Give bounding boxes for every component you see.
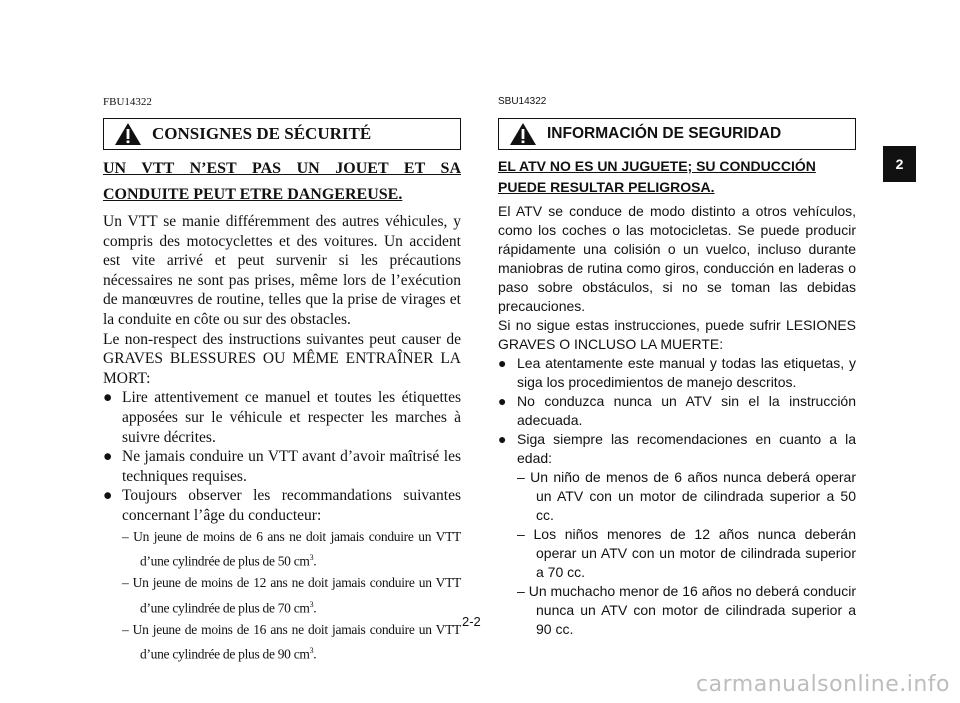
warning-paragraph: Le non-respect des instructions suivantes peut causer de GRAVES BLESSURES OU MÊME ENTRAÎNER LA MORT: bbox=[103, 330, 461, 387]
age-rule-item: – Un jeune de moins de 6 ans ne doit jamais conduire un VTT d’une cylindrée de plus de 50 $cm^3$. bbox=[122, 528, 461, 569]
bullet-icon: ● bbox=[103, 487, 113, 505]
bullet-icon: ● bbox=[498, 431, 507, 447]
intro-paragraph: El ATV se conduce de modo distinto a otros vehículos, como los coches o las motocicletas. Se puede producir rápidamente una colisión o un vuelco, incluso durante maniobras de rutina como giros, conducción en laderas o paso sobre obstáculos, si no se toman las debidas precauciones. bbox=[498, 203, 856, 314]
list-item: ● Siga siempre las recomendaciones en cuanto a la edad: bbox=[498, 431, 856, 466]
page-number: 2-2 bbox=[462, 614, 481, 629]
chapter-tab: 2 bbox=[883, 146, 916, 182]
bullet-icon: ● bbox=[103, 448, 113, 466]
age-rule-item: – Un niño de menos de 6 años nunca deberá operar un ATV con un motor de cilindrada superior a 50 cc. bbox=[517, 469, 856, 523]
age-rule-item: – Los niños menores de 12 años nunca deberán operar un ATV con un motor de cilindrada superior a 70 cc. bbox=[517, 526, 856, 580]
list-item: ● No conduzca nunca un ATV sin el la instrucción adecuada. bbox=[498, 393, 856, 428]
warning-triangle-icon bbox=[505, 122, 541, 146]
intro-paragraph: Un VTT se manie différemment des autres véhicules, y compris des motocyclettes et des voitures. Un accident est vite arrivé et peut survenir si les précautions nécessaires ne sont pas prises, même lors de l’exécution de manœuvres de routine, telles que la prise de virages et la conduite en côte ou sur des obstacles. bbox=[103, 213, 461, 328]
warning-paragraph: Si no sigue estas instrucciones, puede sufrir LESIONES GRAVES O INCLUSO LA MUERTE: bbox=[498, 317, 856, 352]
french-column bbox=[103, 96, 461, 665]
list-item: ● Lea atentamente este manual y todas las etiquetas, y siga los procedimientos de manejo descritos. bbox=[498, 355, 856, 390]
list-item: ● Lire attentivement ce manuel et toutes les étiquettes apposées sur le véhicule et respecter les marches à suivre décrites. bbox=[103, 389, 461, 446]
age-rule-item: – Un jeune de moins de 16 ans ne doit jamais conduire un VTT d’une cylindrée de plus de 90 $cm^3$. bbox=[122, 621, 461, 662]
safety-heading-title: INFORMACIÓN DE SEGURIDAD bbox=[547, 125, 782, 142]
warning-triangle-icon bbox=[110, 122, 146, 146]
spanish-column bbox=[498, 96, 856, 639]
watermark: carmanualsonline.info bbox=[696, 672, 950, 697]
warning-headline-line-2: CONDUITE PEUT ETRE DANGEREUSE. bbox=[103, 186, 403, 203]
list-item: ● Toujours observer les recommandations suivantes concernant l’âge du conducteur: – Un jeune de moins de 6 ans ne doit jamais conduire un VTT d’une cylindrée de plus de 50 $cm^3$. – Un jeune de moins de 12 ans ne doit jamais conduire un VTT d’une cylindrée de plus de 70 $cm^3$. – Un jeune de moins de 16 ans ne doit jamais conduire un VTT d’une cylindrée de plus de 90 $cm^3$. bbox=[103, 486, 461, 665]
safety-heading-box bbox=[103, 118, 461, 150]
instruction-list bbox=[498, 354, 856, 468]
bullet-icon: ● bbox=[498, 393, 507, 409]
safety-heading-title: CONSIGNES DE SÉCURITÉ bbox=[152, 124, 372, 143]
age-rule-list bbox=[122, 526, 461, 666]
age-rule-item: – Un jeune de moins de 12 ans ne doit jamais conduire un VTT d’une cylindrée de plus de 70 $cm^3$. bbox=[122, 575, 461, 615]
age-rule-item: – Un muchacho menor de 16 años no deberá conducir nunca un ATV con motor de cilindrada superior a 90 cc. bbox=[517, 583, 856, 637]
bullet-icon: ● bbox=[103, 389, 113, 407]
age-rule-list bbox=[498, 468, 856, 639]
bullet-icon: ● bbox=[498, 355, 507, 371]
warning-headline bbox=[103, 156, 461, 208]
safety-heading-box bbox=[498, 118, 856, 150]
section-code: SBU14322 bbox=[498, 96, 547, 107]
warning-headline: EL ATV NO ES UN JUGUETE; SU CONDUCCIÓN PUEDE RESULTAR PELIGROSA. bbox=[498, 158, 816, 195]
instruction-list bbox=[103, 388, 461, 665]
section-code: FBU14322 bbox=[103, 96, 152, 108]
list-item: ● Ne jamais conduire un VTT avant d’avoir maîtrisé les techniques requises. bbox=[103, 448, 461, 485]
warning-headline-line-1: UN VTT N’EST PAS UN JOUET ET SA bbox=[103, 160, 461, 177]
